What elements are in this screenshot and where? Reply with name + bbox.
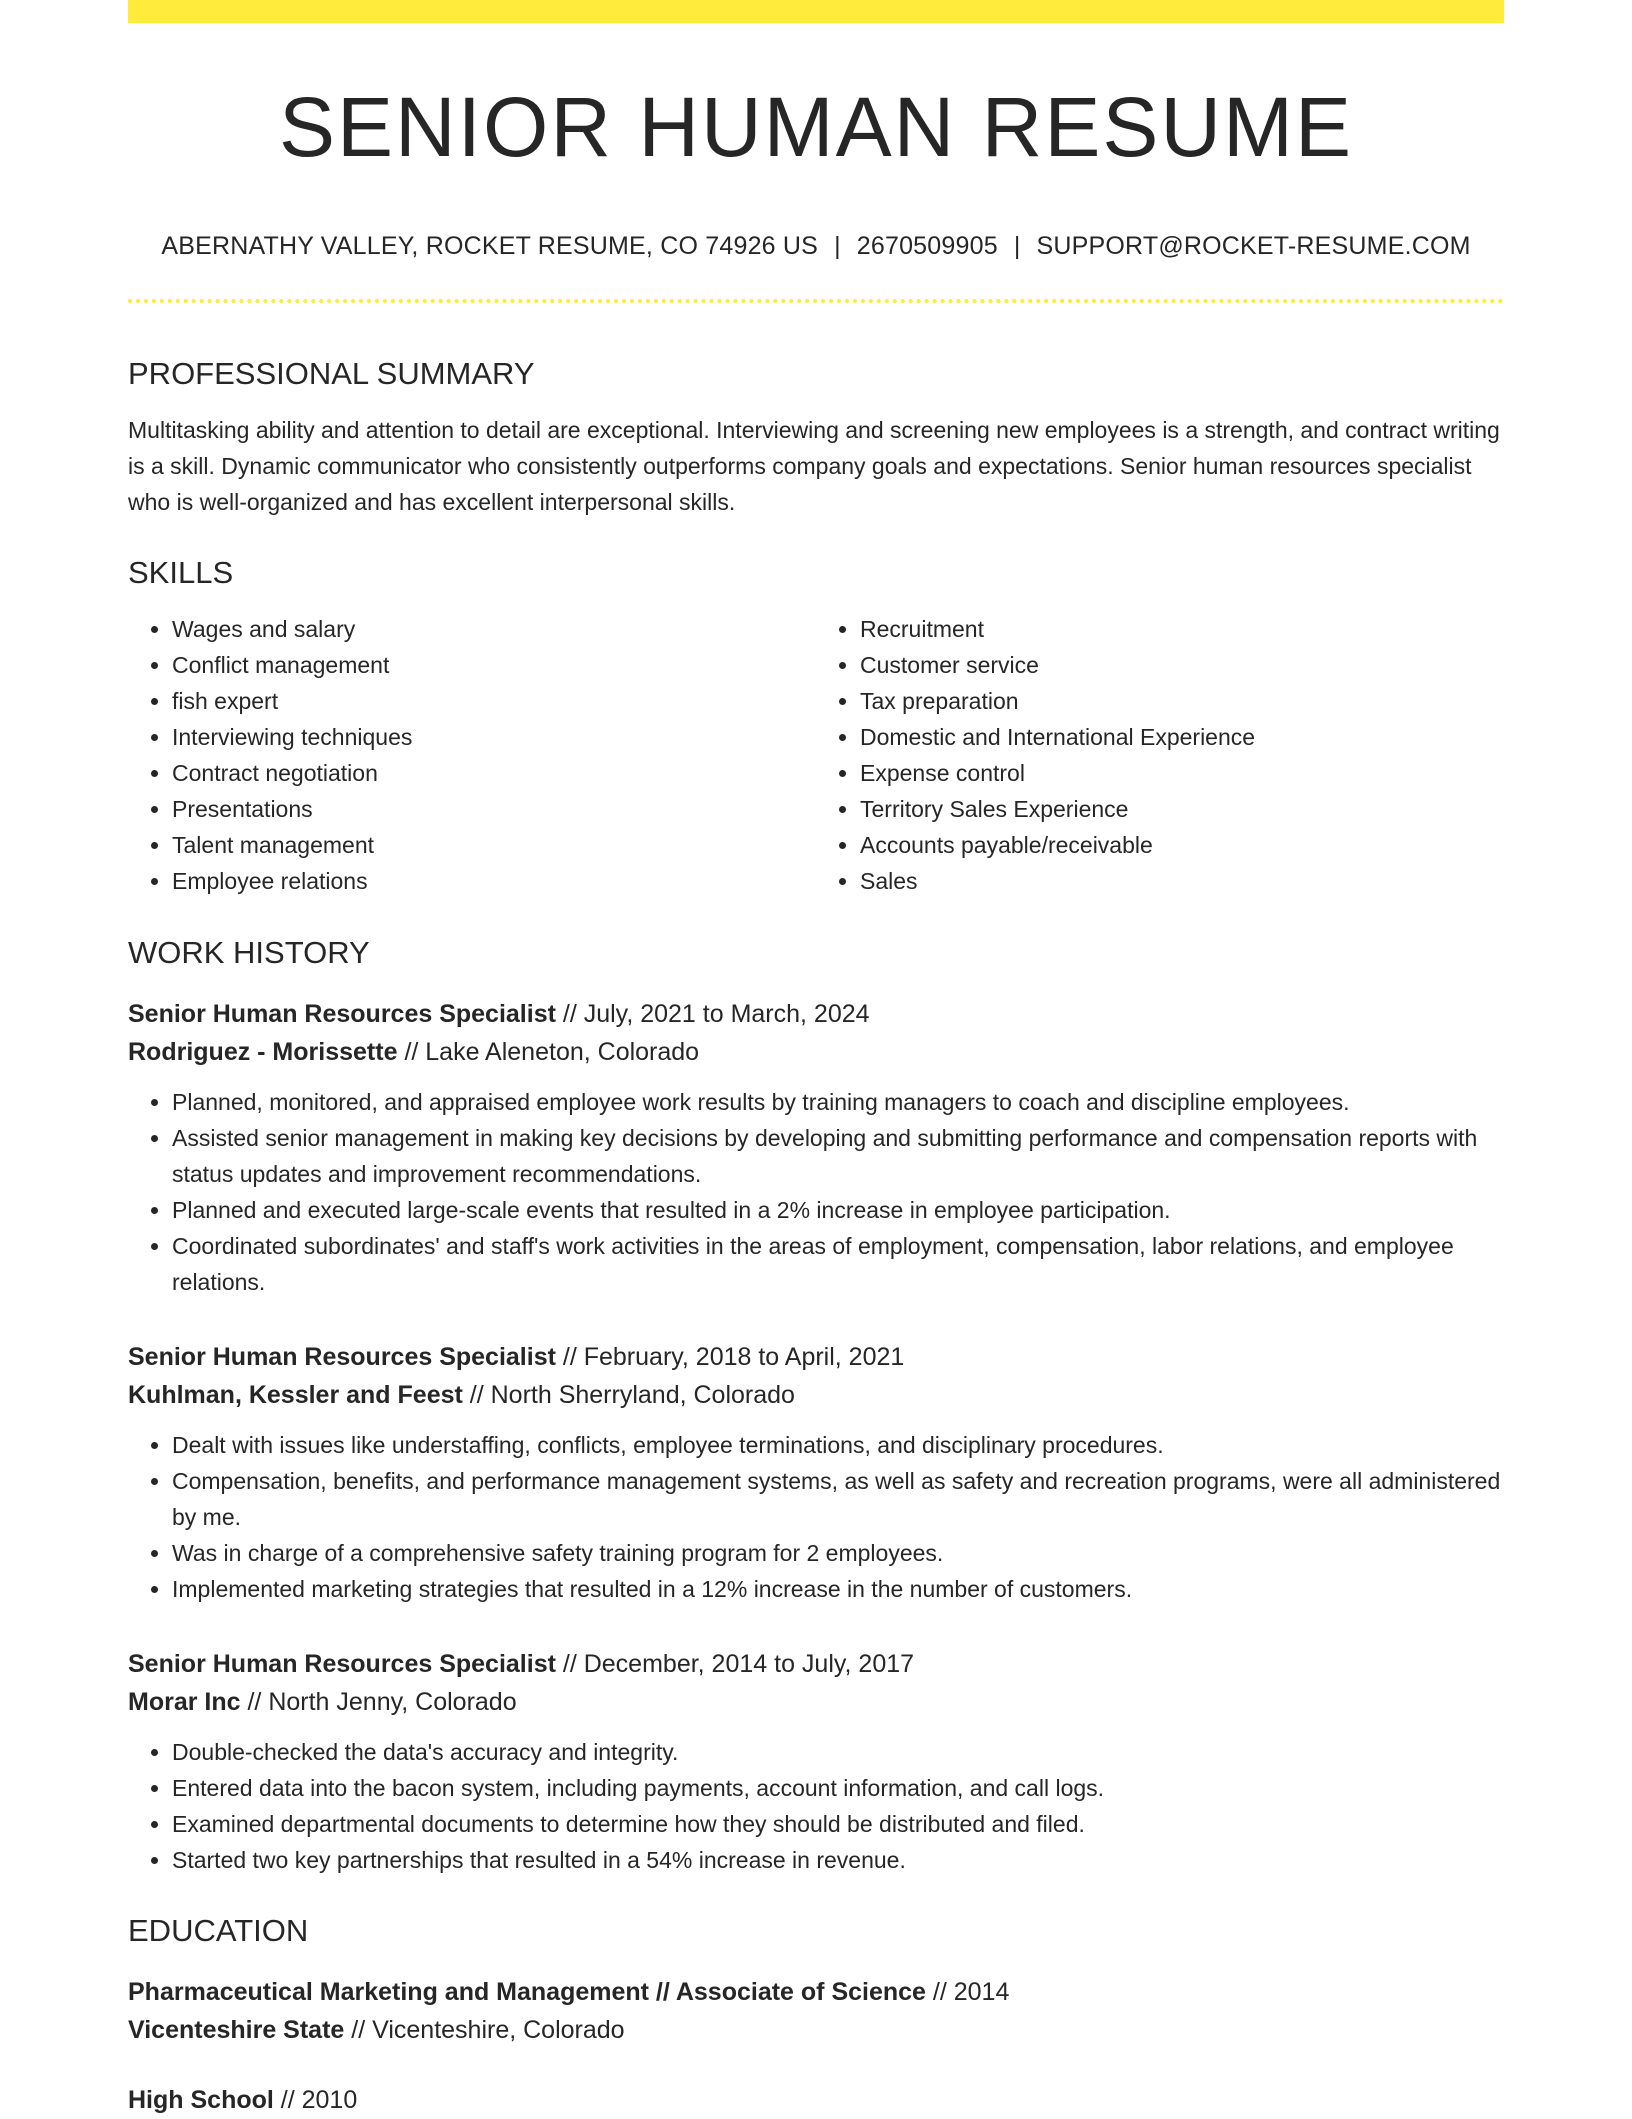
job-bullet: • Started two key partnerships that resulted in a 54% increase in revenue. [172, 1842, 1504, 1878]
contact-separator: | [834, 232, 841, 260]
job-entry [128, 1645, 1504, 1878]
education-entry [128, 2081, 1504, 2119]
job-bullet: • Implemented marketing strategies that resulted in a 12% increase in the number of customers. [172, 1571, 1504, 1607]
job-dates: // July, 2021 to March, 2024 [562, 1000, 870, 1028]
job-bullet: • Assisted senior management in making key decisions by developing and submitting performance and compensation reports with status updates and improvement recommendations. [172, 1120, 1504, 1192]
job-dates: // February, 2018 to April, 2021 [562, 1343, 905, 1371]
job-bullets [128, 1734, 1504, 1878]
job-company: Rodriguez - Morissette [128, 1038, 398, 1066]
skill-item: • Territory Sales Experience [860, 791, 1504, 827]
job-role: Senior Human Resources Specialist [128, 1343, 556, 1371]
education-entry [128, 1973, 1504, 2049]
job-company-line [128, 1683, 1504, 1721]
job-bullet: • Coordinated subordinates' and staff's work activities in the areas of employment, compensation, labor relations, and employee relations. [172, 1228, 1504, 1300]
top-accent-bar [128, 0, 1504, 23]
job-role: Senior Human Resources Specialist [128, 1000, 556, 1028]
skill-item: • Sales [860, 863, 1504, 899]
education-school: Vicenteshire State [128, 2016, 345, 2044]
education-year: // 2010 [280, 2086, 358, 2114]
job-company-line [128, 1376, 1504, 1414]
skill-item: • Conflict management [172, 647, 816, 683]
skills-section [128, 557, 1504, 899]
job-title-line [128, 1338, 1504, 1376]
skill-item: • Employee relations [172, 863, 816, 899]
job-entry [128, 995, 1504, 1300]
job-bullet: • Was in charge of a comprehensive safety training program for 2 employees. [172, 1535, 1504, 1571]
skills-title: SKILLS [128, 555, 234, 590]
education-school-line [128, 2011, 1504, 2049]
skill-item: • fish expert [172, 683, 816, 719]
skill-item: • Accounts payable/receivable [860, 827, 1504, 863]
skill-item: • Wages and salary [172, 611, 816, 647]
job-dates: // December, 2014 to July, 2017 [562, 1650, 915, 1678]
job-bullet: • Planned and executed large-scale events that resulted in a 2% increase in employee participation. [172, 1192, 1504, 1228]
job-role: Senior Human Resources Specialist [128, 1650, 556, 1678]
resume-page [128, 0, 1504, 2114]
job-location: // North Jenny, Colorado [247, 1688, 517, 1716]
skill-item: • Interviewing techniques [172, 719, 816, 755]
job-company-line [128, 1033, 1504, 1071]
summary-title: PROFESSIONAL SUMMARY [128, 356, 535, 391]
job-bullet: • Entered data into the bacon system, including payments, account information, and call logs. [172, 1770, 1504, 1806]
skill-item: • Presentations [172, 791, 816, 827]
education-location: // Vicenteshire, Colorado [351, 2016, 625, 2044]
skill-item: • Expense control [860, 755, 1504, 791]
job-location: // North Sherryland, Colorado [469, 1381, 795, 1409]
job-title-line [128, 995, 1504, 1033]
job-title-line [128, 1645, 1504, 1683]
education-section [128, 1915, 1504, 1946]
contact-email: SUPPORT@ROCKET-RESUME.COM [1036, 232, 1471, 260]
job-bullet: • Dealt with issues like understaffing, conflicts, employee terminations, and disciplinary procedures. [172, 1427, 1504, 1463]
job-bullet: • Planned, monitored, and appraised employee work results by training managers to coach and discipline employees. [172, 1084, 1504, 1120]
skill-item: • Customer service [860, 647, 1504, 683]
contact-phone: 2670509905 [856, 232, 998, 260]
skill-item: • Tax preparation [860, 683, 1504, 719]
work-section [128, 937, 1504, 968]
job-company: Morar Inc [128, 1688, 241, 1716]
job-bullet: • Examined departmental documents to determine how they should be distributed and filed. [172, 1806, 1504, 1842]
education-title: EDUCATION [128, 1913, 309, 1948]
job-bullet: • Compensation, benefits, and performance management systems, as well as safety and recreation programs, were all administered by me. [172, 1463, 1504, 1535]
skill-item: • Recruitment [860, 611, 1504, 647]
skill-item: • Domestic and International Experience [860, 719, 1504, 755]
skill-item: • Talent management [172, 827, 816, 863]
job-location: // Lake Aleneton, Colorado [404, 1038, 700, 1066]
education-year: // 2014 [932, 1978, 1010, 2006]
dotted-divider [128, 299, 1504, 303]
education-degree: High School [128, 2086, 274, 2114]
resume-name: SENIOR HUMAN RESUME [278, 80, 1354, 174]
education-degree-line [128, 1973, 1504, 2011]
contact-line [128, 234, 1504, 259]
education-degree: Pharmaceutical Marketing and Management // Associate of Science [128, 1978, 926, 2006]
job-company: Kuhlman, Kessler and Feest [128, 1381, 463, 1409]
job-bullet: • Double-checked the data's accuracy and integrity. [172, 1734, 1504, 1770]
skills-list-left [128, 611, 816, 899]
contact-separator: | [1013, 232, 1021, 260]
summary-section [128, 358, 1504, 520]
contact-address: ABERNATHY VALLEY, ROCKET RESUME, CO 74926 US [161, 232, 819, 260]
education-degree-line [128, 2081, 1504, 2119]
job-bullets [128, 1427, 1504, 1607]
summary-text: Multitasking ability and attention to detail are exceptional. Interviewing and screening new employees is a strength, and contract writing is a skill. Dynamic communicator who consistently outperforms company goals and expectations. Senior human resources specialist who is well-organized and has excellent interpersonal skills. [128, 417, 1500, 515]
job-bullets [128, 1084, 1504, 1300]
skills-columns [128, 611, 1504, 899]
skill-item: • Contract negotiation [172, 755, 816, 791]
work-title: WORK HISTORY [128, 935, 370, 970]
skills-list-right [816, 611, 1504, 899]
job-entry [128, 1338, 1504, 1607]
